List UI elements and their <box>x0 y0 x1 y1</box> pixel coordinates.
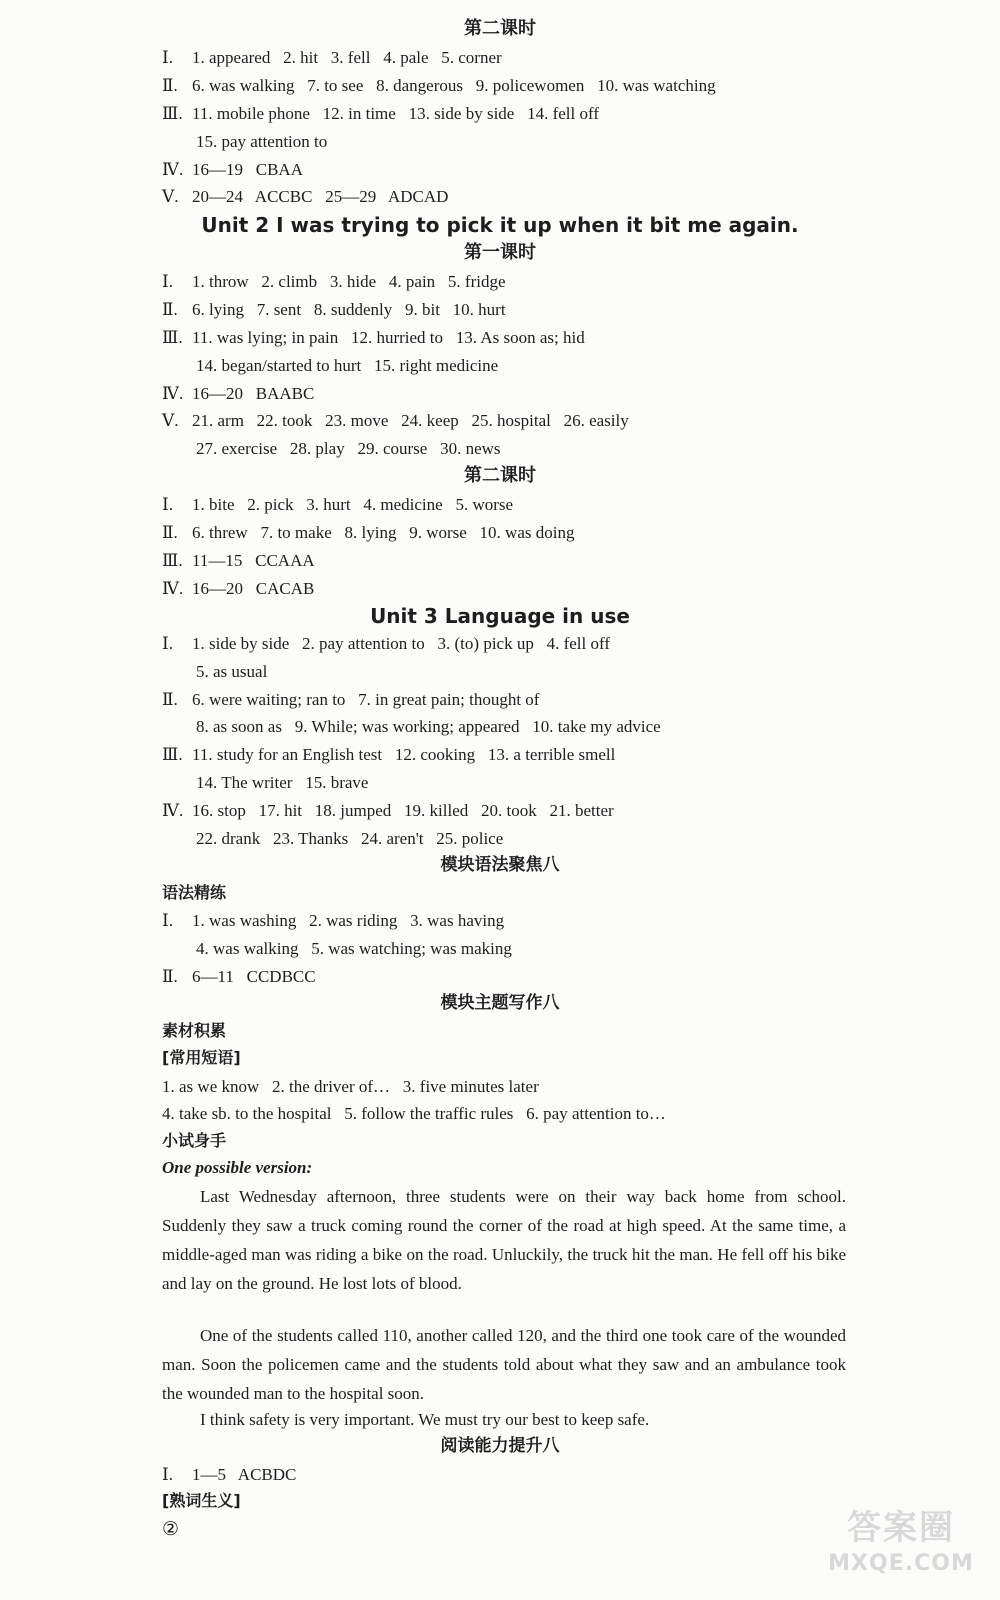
lesson-title: 第一课时 <box>464 242 536 263</box>
answer-row: Ⅴ. 20—24 ACCBC 25—29 ADCAD <box>162 187 449 206</box>
answer-row: Ⅱ. 6. was walking 7. to see 8. dangerous 9. policewomen 10. was watching <box>162 76 716 95</box>
version-label: One possible version: <box>162 1158 313 1177</box>
answer-row: 8. as soon as 9. While; was working; appeared 10. take my advice <box>196 717 661 736</box>
watermark <box>816 1506 986 1586</box>
phrase-row: 4. take sb. to the hospital 5. follow the traffic rules 6. pay attention to… <box>162 1104 666 1123</box>
unit-title: Unit 3 Language in use <box>370 604 630 628</box>
watermark-url: MXQE.COM <box>828 1551 974 1576</box>
answer-row: Ⅳ. 16—20 BAABC <box>162 384 315 403</box>
answer-row: 27. exercise 28. play 29. course 30. news <box>196 439 501 458</box>
circled-number: ② <box>162 1519 180 1540</box>
essay-paragraph: Last Wednesday afternoon, three students were on their way back home from school. Suddenly they saw a truck coming round the corner of the road at high speed. At the same time, a middle-aged man was riding a bike on the road. Unluckily, the truck hit the man. He fell off his bike and lay on the ground. He lost lots of blood. <box>162 1187 846 1293</box>
section-title: 阅读能力提升八 <box>440 1436 560 1456</box>
sub-heading: 语法精练 <box>162 883 227 902</box>
answer-row: Ⅳ. 16—19 CBAA <box>162 160 303 179</box>
sub-heading: [熟词生义] <box>162 1491 241 1510</box>
essay-paragraph: One of the students called 110, another called 120, and the third one took care of the wounded man. Soon the policemen came and the students told about what they saw and an ambulance took the wounded man to the hospital soon. <box>162 1326 846 1403</box>
unit-title: Unit 2 I was trying to pick it up when it bit me again. <box>201 213 799 237</box>
answer-row: Ⅴ. 21. arm 22. took 23. move 24. keep 25. hospital 26. easily <box>162 411 629 430</box>
answer-row: 14. began/started to hurt 15. right medicine <box>196 356 499 375</box>
answer-row: Ⅲ. 11. study for an English test 12. cooking 13. a terrible smell <box>162 745 616 764</box>
section-title: 模块主题写作八 <box>440 993 560 1013</box>
answer-row: Ⅰ. 1. was washing 2. was riding 3. was having <box>162 911 505 930</box>
answer-row: Ⅳ. 16. stop 17. hit 18. jumped 19. killed 20. took 21. better <box>162 801 614 820</box>
answer-row: 15. pay attention to <box>196 132 328 151</box>
answer-row: Ⅱ. 6. were waiting; ran to 7. in great pain; thought of <box>162 690 540 709</box>
phrase-row: 1. as we know 2. the driver of… 3. five minutes later <box>162 1077 539 1096</box>
answer-row: 22. drank 23. Thanks 24. aren't 25. police <box>196 829 504 848</box>
answer-row: Ⅰ. 1—5 ACBDC <box>162 1465 297 1484</box>
try-heading: 小试身手 <box>162 1131 227 1150</box>
answer-row: Ⅳ. 16—20 CACAB <box>162 579 315 598</box>
answer-row: Ⅲ. 11. mobile phone 12. in time 13. side by side 14. fell off <box>162 104 600 123</box>
answer-row: Ⅱ. 6—11 CCDBCC <box>162 967 316 986</box>
answer-row: 14. The writer 15. brave <box>196 773 369 792</box>
answer-row: Ⅱ. 6. threw 7. to make 8. lying 9. worse 10. was doing <box>162 523 575 542</box>
answer-row: Ⅰ. 1. bite 2. pick 3. hurt 4. medicine 5. worse <box>162 495 514 514</box>
watermark-logo-text: 答案圈 <box>847 1508 955 1548</box>
essay-paragraph: I think safety is very important. We must try our best to keep safe. <box>200 1410 650 1429</box>
answer-row: Ⅲ. 11. was lying; in pain 12. hurried to 13. As soon as; hid <box>162 328 585 347</box>
lesson-title: 第二课时 <box>464 18 536 39</box>
phrase-heading: [常用短语] <box>162 1048 241 1067</box>
lesson-title: 第二课时 <box>464 465 536 486</box>
answer-row: Ⅰ. 1. throw 2. climb 3. hide 4. pain 5. fridge <box>162 272 506 291</box>
sub-heading: 素材积累 <box>162 1021 227 1040</box>
answer-row: Ⅱ. 6. lying 7. sent 8. suddenly 9. bit 10. hurt <box>162 300 506 319</box>
section-title: 模块语法聚焦八 <box>440 855 560 875</box>
answer-row: Ⅰ. 1. side by side 2. pay attention to 3. (to) pick up 4. fell off <box>162 634 611 653</box>
answer-row: Ⅰ. 1. appeared 2. hit 3. fell 4. pale 5. corner <box>162 48 502 67</box>
answer-row: 5. as usual <box>196 662 268 681</box>
answer-row: 4. was walking 5. was watching; was making <box>196 939 512 958</box>
answer-row: Ⅲ. 11—15 CCAAA <box>162 551 315 570</box>
